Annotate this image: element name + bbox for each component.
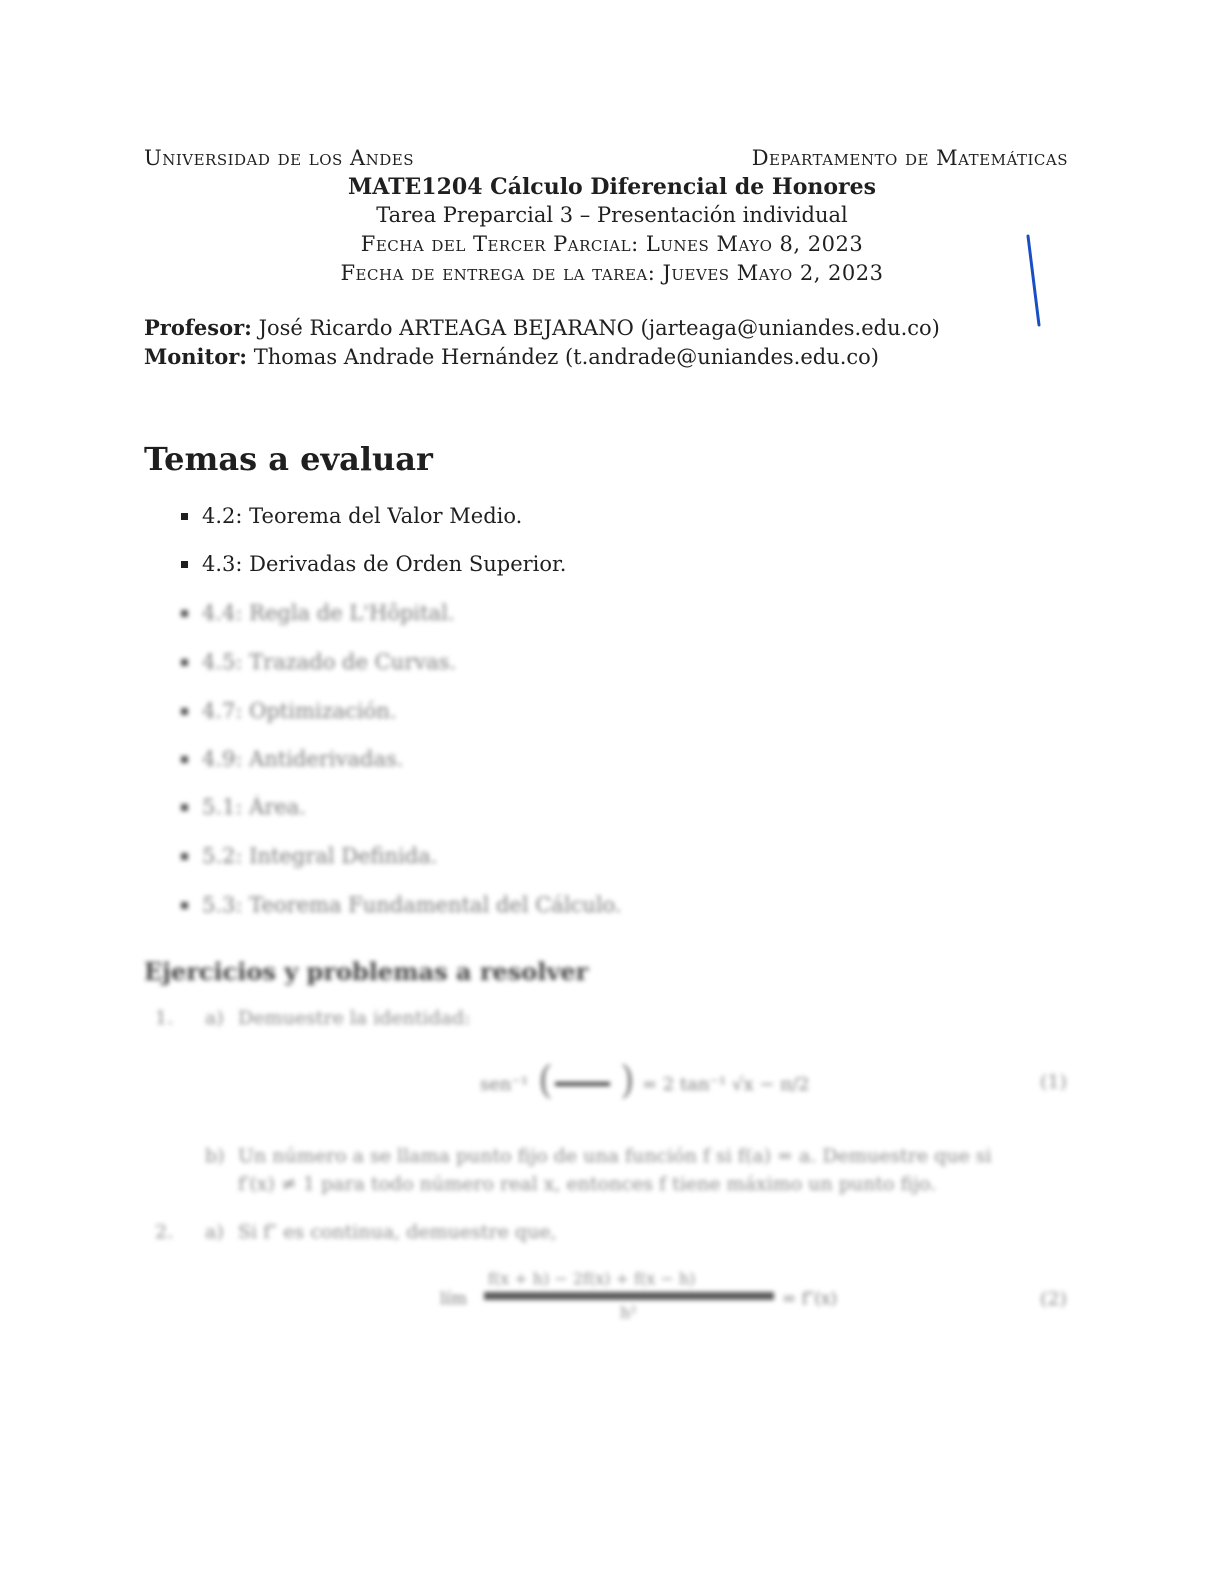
exercise-text: f′(x) ≠ 1 para todo número real x, entonces f tiene máximo un punto fijo. [238, 1173, 937, 1195]
monitor-line [144, 344, 879, 369]
exercise-part-label: b) [205, 1145, 225, 1167]
exam-date: Fecha del Tercer Parcial: Lunes Mayo 8, 2023 [360, 232, 864, 256]
bullet-icon [181, 853, 188, 860]
topic-item [181, 893, 622, 917]
svg-text:f(x + h) − 2f(x) + f(x − h): f(x + h) − 2f(x) + f(x − h) [488, 1269, 696, 1288]
pen-stroke-mark [1020, 232, 1050, 332]
institution-name: Universidad de los Andes [144, 146, 414, 170]
exercises-title: Ejercicios y problemas a resolver [144, 957, 589, 986]
assignment-subtitle: Tarea Preparcial 3 – Presentación individual [376, 203, 848, 227]
topic-text: 4.3: Derivadas de Orden Superior. [202, 552, 567, 576]
topic-item [181, 699, 397, 723]
topic-item [181, 795, 306, 819]
bullet-icon [181, 902, 188, 909]
bullet-icon [181, 513, 188, 520]
due-date: Fecha de entrega de la tarea: Jueves Mayo 2, 2023 [340, 261, 884, 285]
svg-text:(: ( [538, 1060, 553, 1102]
svg-text:= f″(x): = f″(x) [782, 1289, 838, 1309]
profesor-line [144, 315, 940, 340]
svg-text:= 2 tan⁻¹ √x − π/2: = 2 tan⁻¹ √x − π/2 [642, 1074, 810, 1095]
topic-text: 5.3: Teorema Fundamental del Cálculo. [202, 893, 622, 917]
topic-item [181, 844, 437, 868]
topic-item [181, 650, 456, 674]
course-title: MATE1204 Cálculo Diferencial de Honores [347, 174, 877, 200]
topic-text: 5.2: Integral Definida. [202, 844, 438, 868]
topic-text: 4.9: Antiderivadas. [202, 747, 404, 771]
bullet-icon [181, 756, 188, 763]
profesor-label: Profesor: [144, 315, 252, 340]
equation-number: (2) [1040, 1288, 1067, 1310]
equation-2 [440, 1268, 880, 1324]
equation-number: (1) [1040, 1071, 1067, 1093]
monitor-label: Monitor: [144, 344, 248, 369]
topics-title: Temas a evaluar [144, 440, 433, 478]
topic-item [181, 747, 403, 771]
bullet-icon [181, 561, 188, 568]
exercise-number: 2. [155, 1221, 174, 1243]
svg-text:): ) [620, 1060, 635, 1102]
bullet-icon [181, 610, 188, 617]
equation-1 [480, 1060, 820, 1110]
topic-text: 4.2: Teorema del Valor Medio. [202, 504, 523, 528]
bullet-icon [181, 708, 188, 715]
profesor-value: José Ricardo ARTEAGA BEJARANO (jarteaga@uniandes.edu.co) [258, 316, 940, 340]
bullet-icon [181, 804, 188, 811]
department-name: Departamento de Matemáticas [751, 146, 1068, 170]
exercise-part-label: a) [205, 1221, 224, 1243]
exercise-text: Demuestre la identidad: [238, 1007, 471, 1029]
exercise-part-label: a) [205, 1007, 224, 1029]
svg-text:h²: h² [620, 1303, 637, 1322]
exercise-text: Si f″ es continua, demuestre que, [238, 1221, 557, 1243]
topic-text: 4.4: Regla de L'Hôpital. [202, 601, 455, 625]
monitor-value: Thomas Andrade Hernández (t.andrade@uniandes.edu.co) [253, 345, 880, 369]
bullet-icon [181, 659, 188, 666]
topic-item [181, 601, 454, 625]
topic-item [181, 552, 566, 576]
topic-text: 4.5: Trazado de Curvas. [202, 650, 457, 674]
topic-item [181, 504, 522, 528]
exercise-text: Un número a se llama punto fijo de una función f si f(a) = a. Demuestre que si [238, 1145, 992, 1167]
exercise-number: 1. [155, 1007, 174, 1029]
svg-text:lím: lím [440, 1289, 467, 1309]
topic-text: 5.1: Área. [202, 795, 306, 819]
svg-text:sen⁻¹: sen⁻¹ [480, 1074, 529, 1095]
topic-text: 4.7: Optimización. [202, 699, 397, 723]
